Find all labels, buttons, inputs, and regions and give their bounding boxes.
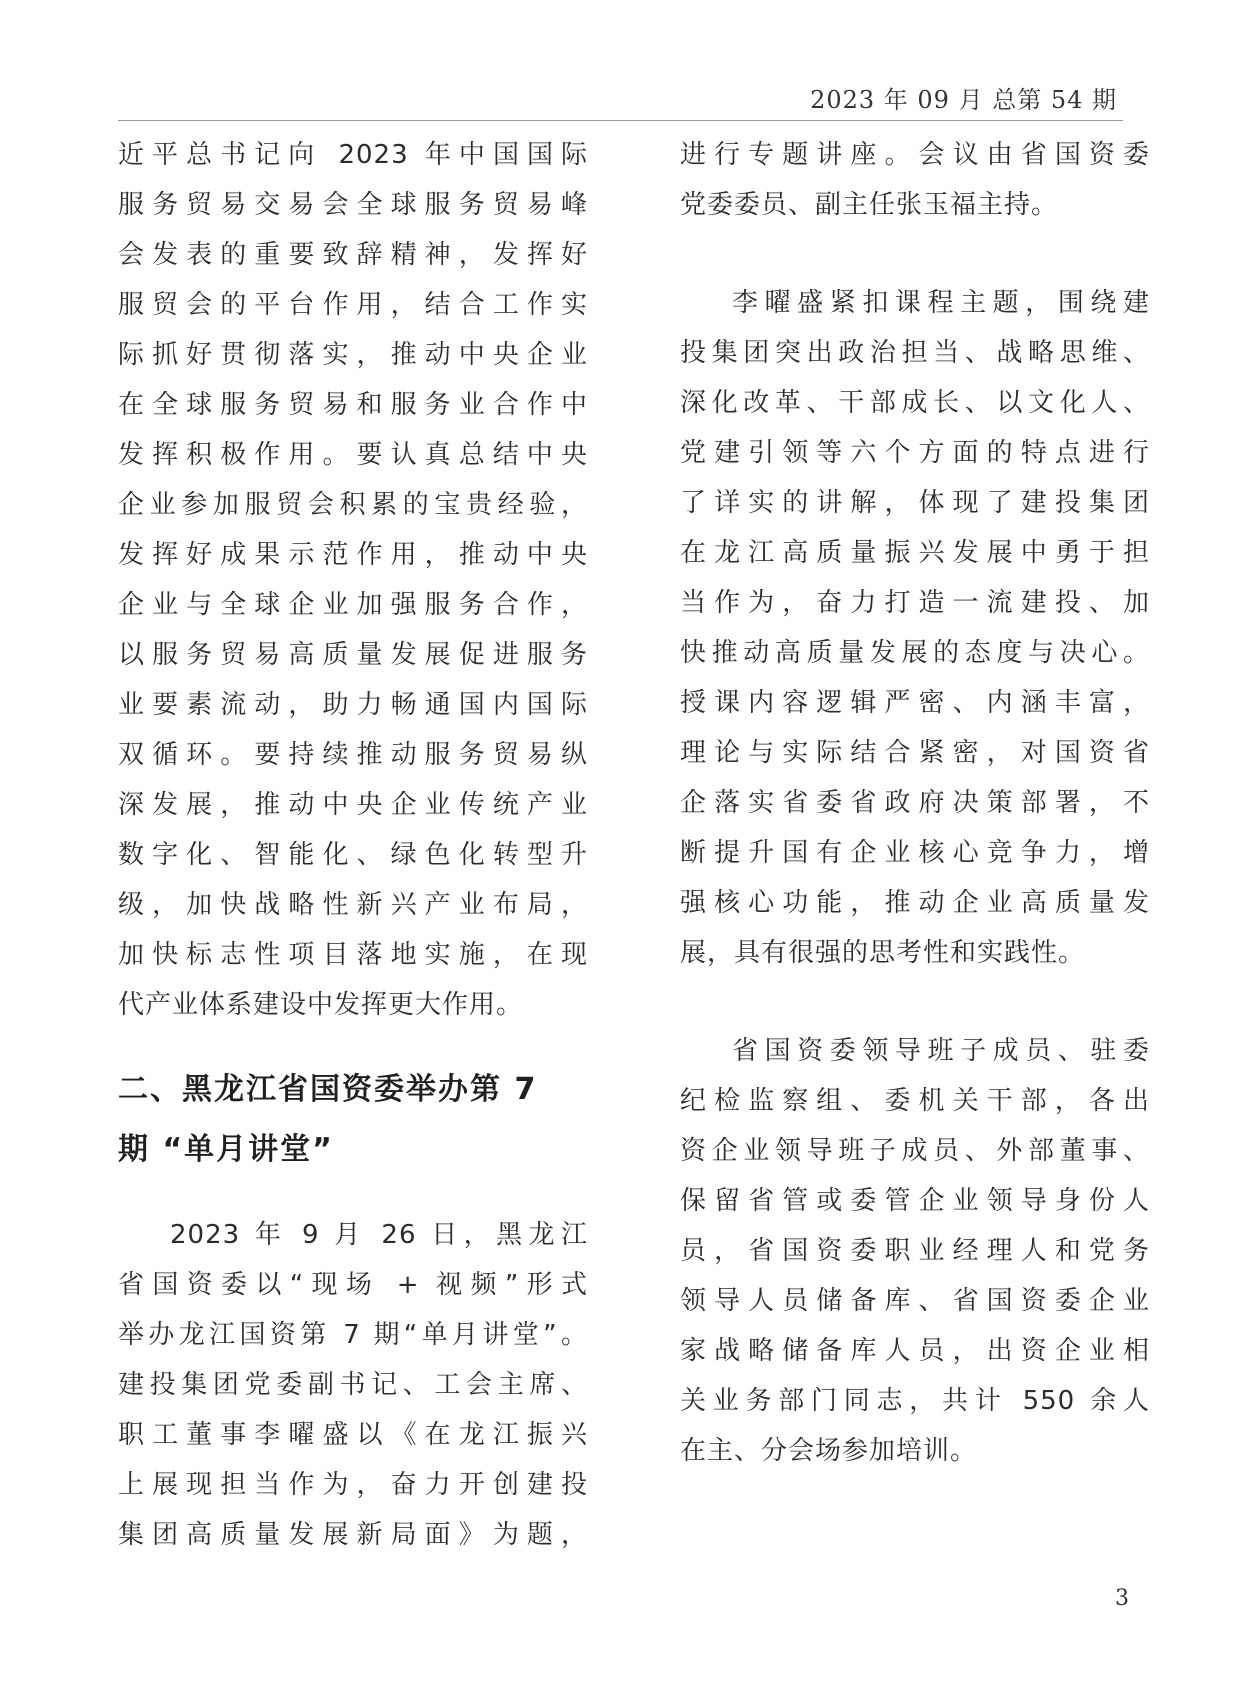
page-header [118, 84, 1123, 121]
text-line: 职工董事李曜盛以《在龙江振兴 [118, 1420, 588, 1450]
paragraph-right-1 [680, 130, 1150, 230]
text-line: 数字化、智能化、绿色化转型升 [118, 840, 588, 870]
text-line: 集团高质量发展新局面》为题， [118, 1520, 588, 1550]
text-line: 深发展，推动中央企业传统产业 [118, 790, 588, 820]
section-heading [118, 1060, 588, 1180]
text-line: 了详实的讲解，体现了建投集团 [680, 488, 1150, 518]
text-line: 省国资委领导班子成员、驻委 [732, 1036, 1150, 1066]
text-line: 会发表的重要致辞精神，发挥好 [118, 240, 588, 270]
text-line: 当作为，奋力打造一流建投、加 [680, 588, 1150, 618]
text-line: 党建引领等六个方面的特点进行 [680, 438, 1150, 468]
text-line: 展，具有很强的思考性和实践性。 [680, 938, 1086, 968]
right-column [680, 130, 1150, 1476]
text-line: 发挥积极作用。要认真总结中央 [118, 440, 588, 470]
text-line: 员，省国资委职业经理人和党务 [680, 1236, 1150, 1266]
text-line: 业要素流动，助力畅通国内国际 [118, 690, 588, 720]
text-line: 举办龙江国资第 7 期“单月讲堂”。 [118, 1320, 588, 1350]
text-line: 双循环。要持续推动服务贸易纵 [118, 740, 588, 770]
text-line: 快推动高质量发展的态度与决心。 [680, 638, 1150, 668]
text-line: 加快标志性项目落地实施，在现 [118, 940, 588, 970]
text-line: 深化改革、干部成长、以文化人、 [680, 388, 1150, 418]
text-line: 领导人员储备库、省国资委企业 [680, 1286, 1150, 1316]
text-line: 家战略储备库人员，出资企业相 [680, 1336, 1150, 1366]
text-line: 保留省管或委管企业领导身份人 [680, 1186, 1150, 1216]
text-line: 省国资委以“现场 + 视频”形式 [118, 1270, 588, 1300]
page-number: 3 [1115, 1586, 1129, 1611]
text-line: 在龙江高质量振兴发展中勇于担 [680, 538, 1150, 568]
text-line: 2023 年 9 月 26 日，黑龙江 [170, 1220, 588, 1250]
text-line: 发挥好成果示范作用，推动中央 [118, 540, 588, 570]
text-line: 上展现担当作为，奋力开创建投 [118, 1470, 588, 1500]
text-line: 党委委员、副主任张玉福主持。 [680, 190, 1059, 220]
text-line: 授课内容逻辑严密、内涵丰富， [680, 688, 1150, 718]
text-line: 强核心功能，推动企业高质量发 [680, 888, 1150, 918]
text-line: 代产业体系建设中发挥更大作用。 [118, 990, 524, 1020]
text-line: 企业与全球企业加强服务合作， [118, 590, 588, 620]
text-line: 进行专题讲座。会议由省国资委 [680, 140, 1150, 170]
text-line: 近平总书记向 2023 年中国国际 [118, 140, 588, 170]
text-line: 际抓好贯彻落实，推动中央企业 [118, 340, 588, 370]
text-line: 在全球服务贸易和服务业合作中 [118, 390, 588, 420]
left-column [118, 130, 588, 1560]
heading-line: 二、黑龙江省国资委举办第 7 [118, 1072, 538, 1107]
heading-line: 期 “单月讲堂” [118, 1132, 334, 1167]
text-line: 资企业领导班子成员、外部董事、 [680, 1136, 1150, 1166]
paragraph-left-1 [118, 130, 588, 1030]
paragraph-right-3 [680, 1026, 1150, 1476]
issue-label: 2023 年 09 月 总第 54 期 [810, 86, 1117, 114]
text-line: 理论与实际结合紧密，对国资省 [680, 738, 1150, 768]
text-line: 企业参加服贸会积累的宝贵经验， [118, 490, 588, 520]
text-line: 以服务贸易高质量发展促进服务 [118, 640, 588, 670]
text-line: 李曜盛紧扣课程主题，围绕建 [732, 288, 1150, 318]
text-line: 断提升国有企业核心竞争力，增 [680, 838, 1150, 868]
text-line: 服贸会的平台作用，结合工作实 [118, 290, 588, 320]
text-line: 投集团突出政治担当、战略思维、 [680, 338, 1150, 368]
text-line: 关业务部门同志，共计 550 余人 [680, 1386, 1150, 1416]
text-line: 级，加快战略性新兴产业布局， [118, 890, 588, 920]
paragraph-left-2 [118, 1210, 588, 1560]
text-line: 建投集团党委副书记、工会主席、 [118, 1370, 588, 1400]
text-line: 服务贸易交易会全球服务贸易峰 [118, 190, 588, 220]
text-line: 纪检监察组、委机关干部，各出 [680, 1086, 1150, 1116]
paragraph-right-2 [680, 278, 1150, 978]
text-line: 在主、分会场参加培训。 [680, 1436, 978, 1466]
text-line: 企落实省委省政府决策部署，不 [680, 788, 1150, 818]
